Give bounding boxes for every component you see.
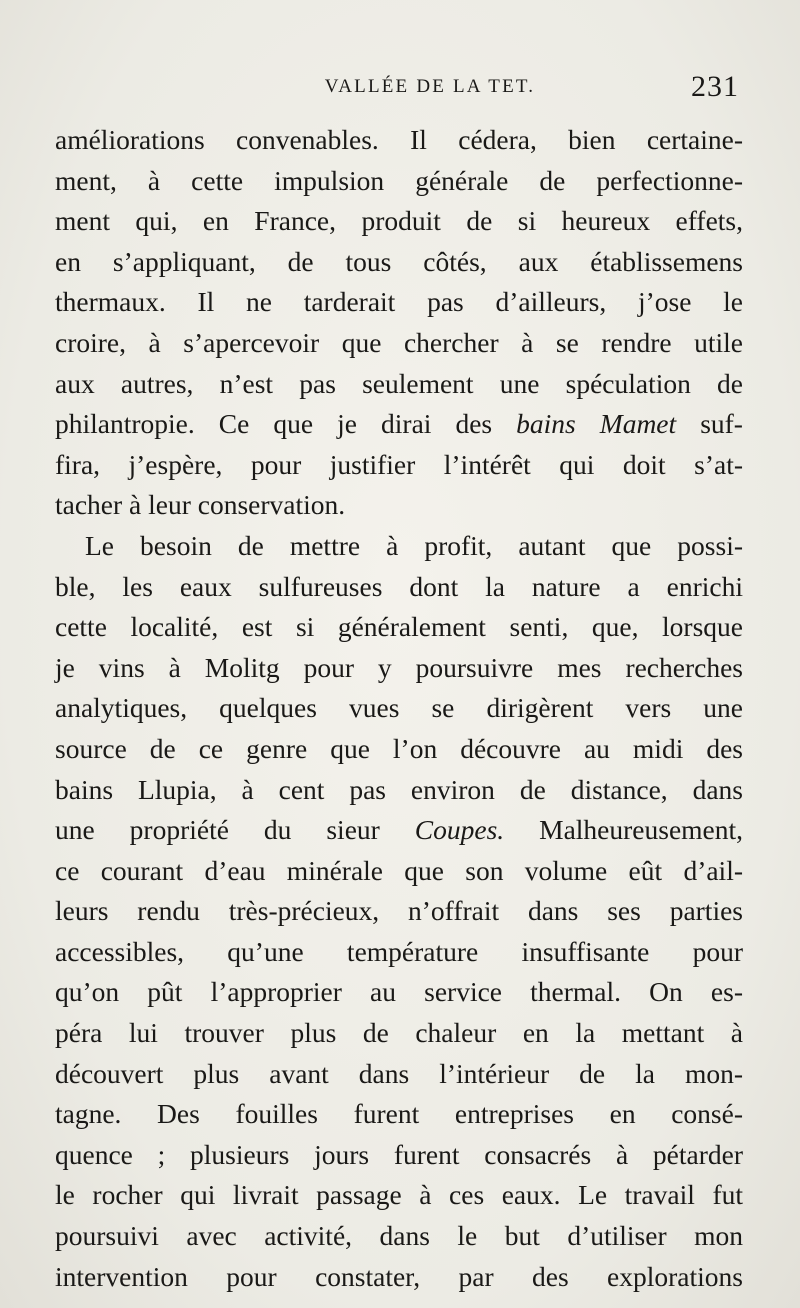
text-line: intervention pour constater, par des explorations: [55, 1260, 743, 1292]
italic-term: Coupes.: [414, 814, 505, 846]
text-line: ce courant d’eau minérale que son volume eût d’ail-: [55, 854, 743, 886]
text-line: en s’appliquant, de tous côtés, aux établissemens: [55, 245, 743, 277]
text-line: philantropie. Ce que je dirai des bains Mamet suf-: [55, 408, 743, 440]
text-line: tagne. Des fouilles furent entreprises en consé-: [55, 1098, 743, 1130]
text-line: ment, à cette impulsion générale de perfectionne-: [55, 164, 743, 196]
italic-term: bains Mamet: [516, 408, 677, 440]
text-line: quence ; plusieurs jours furent consacrés à pétarder: [55, 1138, 743, 1170]
text-line: bains Llupia, à cent pas environ de distance, dans: [55, 773, 743, 805]
text-line: accessibles, qu’une température insuffisante pour: [55, 935, 743, 967]
text-line: croire, à s’apercevoir que chercher à se rendre utile: [55, 326, 743, 358]
paragraph-start-line: Le besoin de mettre à profit, autant que possi-: [85, 529, 743, 561]
text-line: péra lui trouver plus de chaleur en la mettant à: [55, 1017, 743, 1049]
running-title: VALLÉE DE LA TET.: [324, 76, 536, 97]
text-line: découvert plus avant dans l’intérieur de la mon-: [55, 1057, 743, 1089]
text-line: source de ce genre que l’on découvre au midi des: [55, 732, 743, 764]
text-line: fira, j’espère, pour justifier l’intérêt qui doit s’at-: [55, 448, 743, 480]
text-line: tacher à leur conservation.: [55, 489, 346, 521]
text-line: cette localité, est si généralement senti, que, lorsque: [55, 611, 743, 643]
body-text: [55, 120, 743, 1297]
text-line: analytiques, quelques vues se dirigèrent vers une: [55, 692, 743, 724]
text-line: aux autres, n’est pas seulement une spéculation de: [55, 367, 743, 399]
text-line: ment qui, en France, produit de si heureux effets,: [55, 205, 743, 237]
text-line: poursuivi avec activité, dans le but d’utiliser mon: [55, 1220, 743, 1252]
text-line: leurs rendu très-précieux, n’offrait dans ses parties: [55, 895, 743, 927]
text-line: thermaux. Il ne tarderait pas d’ailleurs, j’ose le: [55, 286, 743, 318]
page-number: 231: [691, 70, 739, 103]
text-line: le rocher qui livrait passage à ces eaux. Le travail fut: [55, 1179, 743, 1211]
text-line: qu’on pût l’approprier au service thermal. On es-: [55, 976, 743, 1008]
text-line: ble, les eaux sulfureuses dont la nature a enrichi: [55, 570, 743, 602]
text-line: une propriété du sieur Coupes. Malheureusement,: [55, 814, 744, 846]
running-head: [55, 70, 745, 110]
text-line: améliorations convenables. Il cédera, bien certaine-: [55, 124, 743, 155]
text-line: je vins à Molitg pour y poursuivre mes recherches: [55, 651, 743, 683]
